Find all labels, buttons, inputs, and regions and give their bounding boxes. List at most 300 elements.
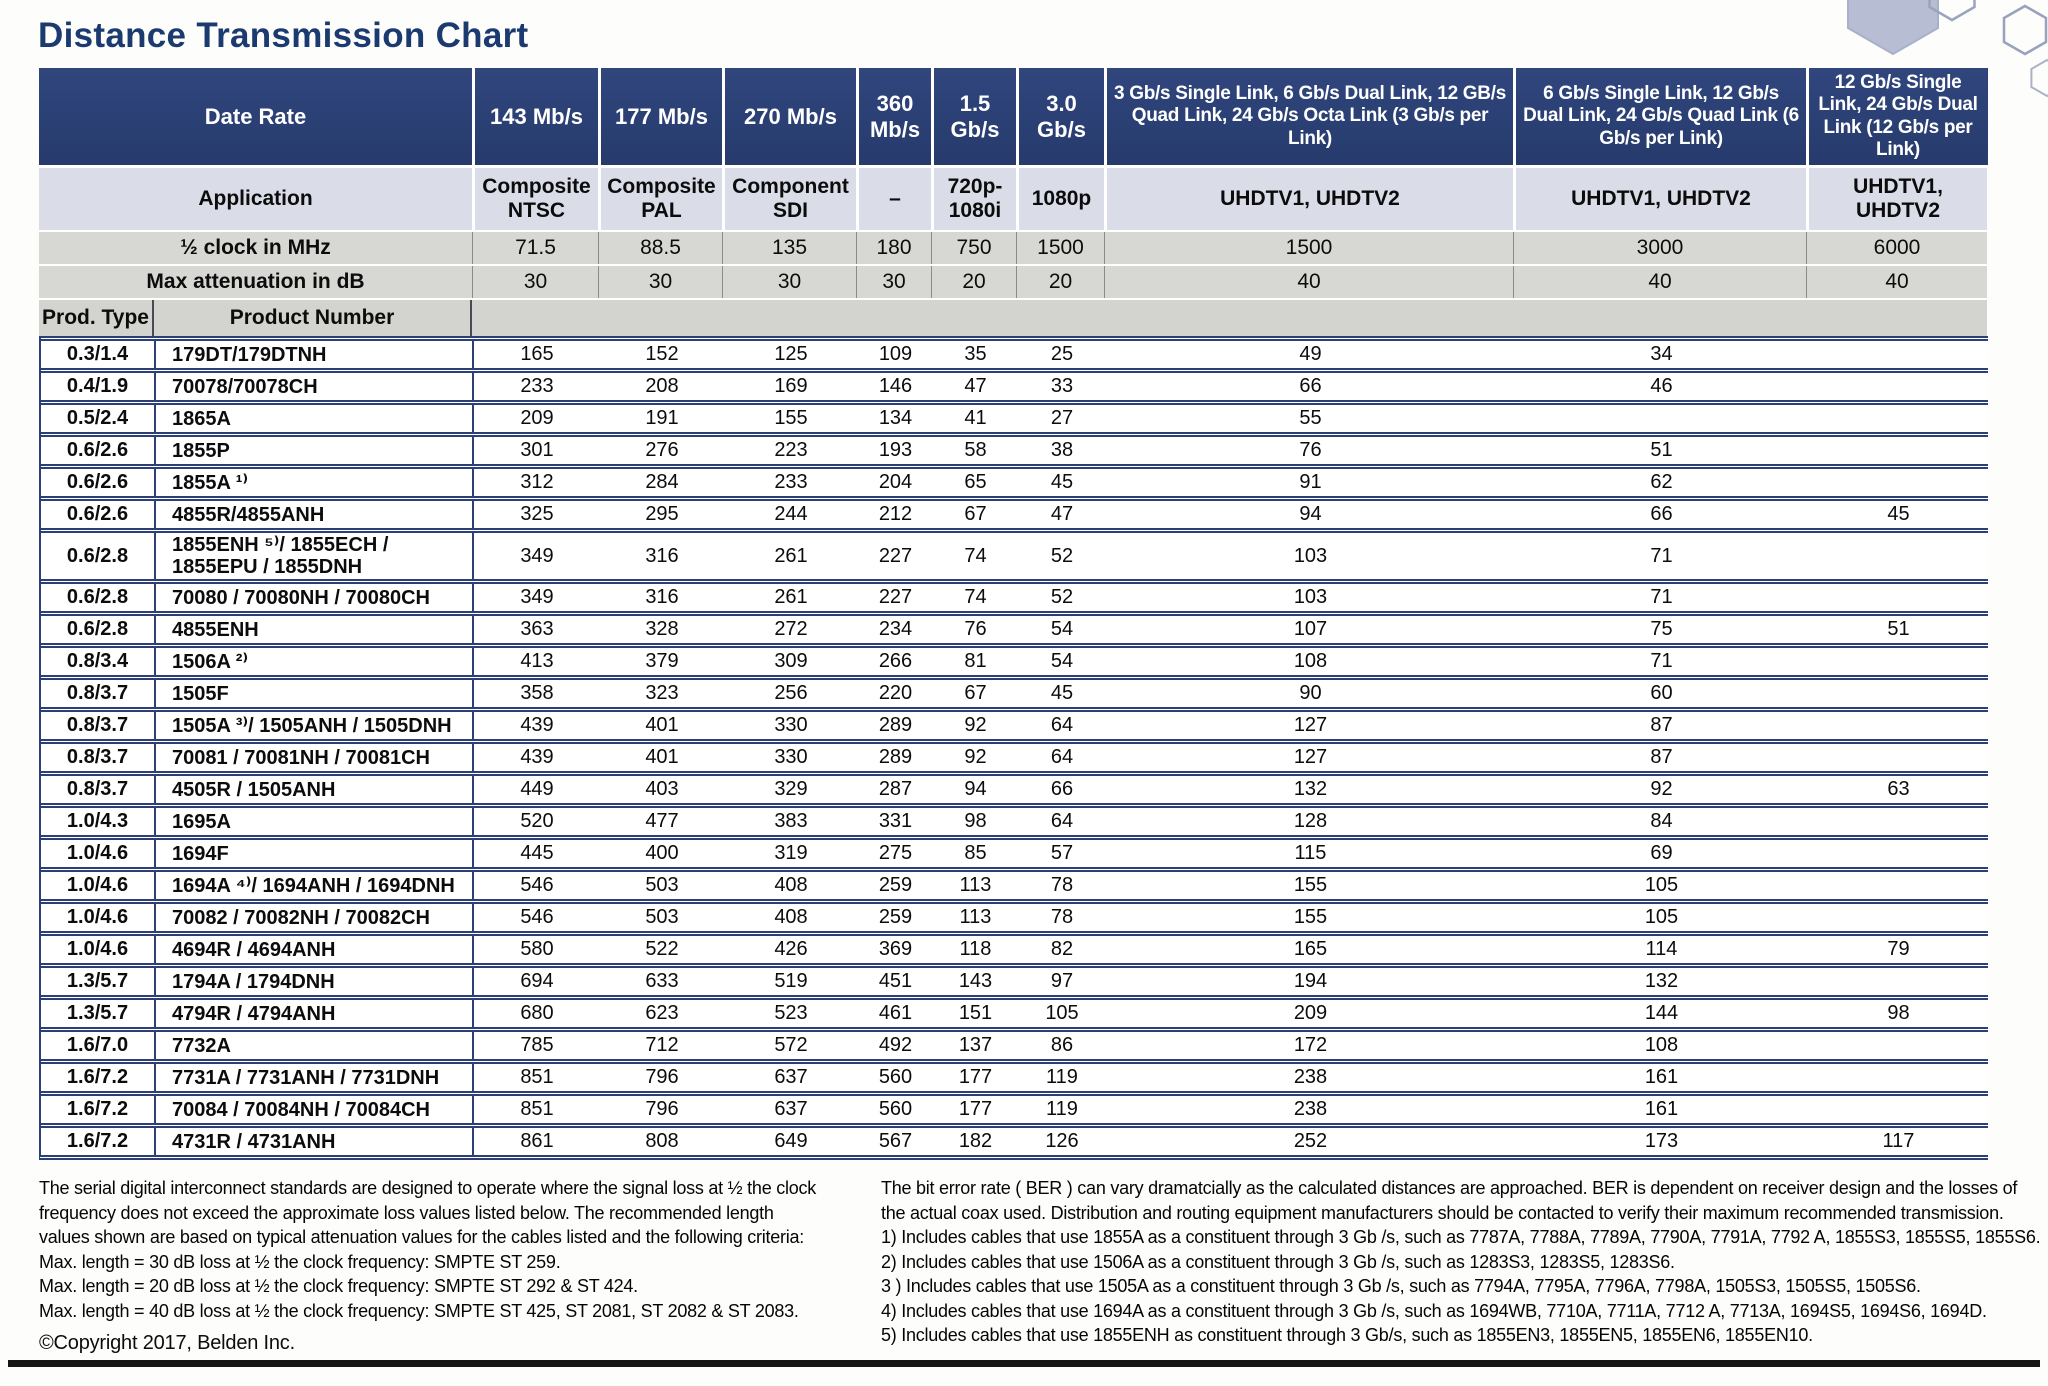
- distance-cell: 155: [774, 407, 808, 429]
- distance-cell: 193: [878, 439, 913, 461]
- half-clock-cell: 180: [856, 232, 931, 264]
- distance-cell: 155: [1293, 906, 1328, 928]
- date-rate-label: Date Rate: [39, 68, 472, 165]
- distance-cell: 312: [520, 471, 554, 493]
- header-row-half-clock: [39, 232, 1988, 266]
- table-row: [41, 1059, 1988, 1091]
- distance-cell: 212: [878, 503, 913, 525]
- distance-cell: 284: [645, 471, 679, 493]
- distance-cell: 126: [1045, 1130, 1079, 1152]
- table-row: [41, 739, 1988, 771]
- distance-cell: 78: [1050, 874, 1074, 896]
- distance-cell: 25: [1050, 343, 1074, 365]
- max-attenuation-cell: 30: [856, 266, 931, 298]
- prod-type-cell: 0.8/3.7: [41, 712, 156, 739]
- rate-header-cell: 12 Gb/s Single Link, 24 Gb/s Dual Link (12 Gb/s per Link): [1806, 68, 1987, 165]
- table-row: [41, 432, 1988, 464]
- rate-header-cell: 6 Gb/s Single Link, 12 Gb/s Dual Link, 24 Gb/s Quad Link (6 Gb/s per Link): [1513, 68, 1806, 165]
- distance-cell: 105: [1644, 874, 1679, 896]
- distance-cell: 191: [645, 407, 679, 429]
- product-number-cell: 1505A ³⁾/ 1505ANH / 1505DNH: [156, 712, 474, 739]
- distance-cell: 461: [878, 1002, 913, 1024]
- distance-cell: 330: [774, 746, 808, 768]
- distance-cell: 33: [1050, 375, 1074, 397]
- distance-cell: 60: [1650, 682, 1673, 704]
- distance-cell: 567: [878, 1130, 913, 1152]
- table-row: [41, 867, 1988, 899]
- distance-cell: 71: [1650, 650, 1673, 672]
- application-cell: UHDTV1, UHDTV2: [1806, 168, 1987, 230]
- distance-cell: 82: [1050, 938, 1074, 960]
- distance-cell: 94: [964, 778, 987, 800]
- distance-cell: 66: [1650, 503, 1673, 525]
- table-row: [41, 611, 1988, 643]
- table-row: [41, 963, 1988, 995]
- half-clock-cell: 750: [931, 232, 1016, 264]
- table-row: [41, 528, 1988, 579]
- application-cell: UHDTV1, UHDTV2: [1513, 168, 1806, 230]
- distance-cell: 426: [774, 938, 808, 960]
- distance-cell: 58: [964, 439, 987, 461]
- distance-cell: [1808, 469, 1989, 496]
- distance-cell: 132: [1644, 970, 1679, 992]
- distance-cell: 76: [1299, 439, 1322, 461]
- product-number-cell: 7732A: [156, 1032, 474, 1059]
- prod-type-cell: 1.0/4.6: [41, 840, 156, 867]
- distance-cell: 134: [878, 407, 913, 429]
- distance-cell: 259: [878, 906, 913, 928]
- distance-cell: 67: [964, 682, 987, 704]
- distance-cell: [1808, 904, 1989, 931]
- prod-type-cell: 0.6/2.6: [41, 469, 156, 496]
- distance-cell: 349: [520, 544, 554, 567]
- product-number-cell: 1695A: [156, 808, 474, 835]
- distance-cell: 194: [1293, 970, 1328, 992]
- table-row: [41, 1123, 1988, 1155]
- distance-cell: 238: [1293, 1098, 1328, 1120]
- table-row: [41, 707, 1988, 739]
- distance-cell: 87: [1650, 714, 1673, 736]
- distance-transmission-table: [39, 68, 1988, 1160]
- product-number-cell: 1694F: [156, 840, 474, 867]
- header-row-product: [39, 300, 1988, 336]
- distance-cell: 75: [1650, 618, 1673, 640]
- rate-header-cell: 177 Mb/s: [598, 68, 722, 165]
- distance-cell: 128: [1293, 810, 1328, 832]
- distance-cell: [1808, 872, 1989, 899]
- distance-cell: 649: [774, 1130, 808, 1152]
- distance-cell: 275: [878, 842, 913, 864]
- table-row: [41, 899, 1988, 931]
- distance-cell: 851: [520, 1098, 554, 1120]
- footnote-line: Max. length = 30 dB loss at ½ the clock frequency: SMPTE ST 259.: [39, 1251, 561, 1272]
- distance-cell: 325: [520, 503, 554, 525]
- distance-cell: [1808, 712, 1989, 739]
- distance-cell: 439: [520, 714, 554, 736]
- distance-cell: 66: [1299, 375, 1322, 397]
- distance-cell: 85: [964, 842, 987, 864]
- distance-cell: 256: [774, 682, 808, 704]
- table-row: [41, 336, 1988, 368]
- distance-cell: 103: [1293, 544, 1328, 567]
- distance-cell: 808: [645, 1130, 679, 1152]
- table-body: [39, 336, 1988, 1160]
- table-row: [41, 771, 1988, 803]
- distance-cell: [1808, 341, 1989, 368]
- prod-type-cell: 0.5/2.4: [41, 405, 156, 432]
- product-number-cell: 1855A ¹⁾: [156, 469, 474, 496]
- distance-cell: 118: [959, 938, 992, 960]
- distance-cell: 289: [878, 714, 913, 736]
- distance-cell: [1808, 1032, 1989, 1059]
- distance-cell: 86: [1050, 1034, 1074, 1056]
- distance-cell: 97: [1050, 970, 1074, 992]
- distance-cell: 572: [774, 1034, 808, 1056]
- half-clock-cell: 88.5: [598, 232, 722, 264]
- distance-cell: 74: [964, 544, 987, 567]
- application-cell: Composite PAL: [598, 168, 722, 230]
- distance-cell: 65: [964, 471, 987, 493]
- distance-cell: 363: [520, 618, 554, 640]
- footnote-line: The serial digital interconnect standards are designed to operate where the signal loss at ½ the clock: [39, 1178, 816, 1198]
- footnote-line: 1) Includes cables that use 1855A as a constituent through 3 Gb /s, such as 7787A, 7788A, 7789A, 7790A, 7791A, 7792 A, 1855S3, 1855S5, 1855S6.: [881, 1227, 2041, 1247]
- distance-cell: 261: [774, 544, 808, 567]
- product-number-cell: 4505R / 1505ANH: [156, 776, 474, 803]
- distance-cell: 401: [645, 714, 679, 736]
- product-number-header: Product Number: [154, 300, 472, 336]
- footnote-line: Max. length = 40 dB loss at ½ the clock frequency: SMPTE ST 425, ST 2081, ST 2082 & ST 2083.: [39, 1300, 799, 1321]
- distance-cell: 84: [1650, 810, 1673, 832]
- distance-cell: 309: [774, 650, 808, 672]
- product-number-cell: 4731R / 4731ANH: [156, 1128, 474, 1155]
- application-label: Application: [39, 168, 472, 230]
- distance-cell: 276: [645, 439, 679, 461]
- distance-cell: 51: [1650, 439, 1673, 461]
- max-attenuation-cell: 30: [472, 266, 598, 298]
- distance-cell: [1808, 840, 1989, 867]
- footnote-line: 5) Includes cables that use 1855ENH as constituent through 3 Gb/s, such as 1855EN3, 1855EN5, 1855EN6, 1855EN10.: [881, 1325, 1813, 1345]
- distance-cell: 295: [645, 503, 679, 525]
- max-attenuation-cell: 20: [1016, 266, 1104, 298]
- prod-type-cell: 0.4/1.9: [41, 373, 156, 400]
- distance-cell: 155: [1293, 874, 1328, 896]
- distance-cell: 105: [1045, 1002, 1079, 1024]
- distance-cell: 108: [1293, 650, 1328, 672]
- distance-cell: 522: [645, 938, 679, 960]
- distance-cell: 580: [520, 938, 554, 960]
- table-row: [41, 464, 1988, 496]
- distance-cell: 287: [878, 778, 913, 800]
- footnote-line: 2) Includes cables that use 1506A as a constituent through 3 Gb /s, such as 1283S3, 1283S5, 1283S6.: [881, 1251, 1675, 1272]
- distance-cell: 796: [645, 1098, 679, 1120]
- distance-cell: 182: [958, 1130, 993, 1152]
- distance-cell: 403: [645, 778, 679, 800]
- distance-cell: 64: [1050, 714, 1074, 736]
- prod-type-cell: 0.6/2.8: [41, 533, 156, 579]
- distance-cell: 27: [1050, 407, 1074, 429]
- prod-type-cell: 1.0/4.6: [41, 872, 156, 899]
- distance-cell: 379: [645, 650, 679, 672]
- distance-cell: 64: [1050, 746, 1074, 768]
- distance-cell: 238: [1293, 1066, 1328, 1088]
- distance-cell: 45: [1050, 471, 1074, 493]
- distance-cell: 161: [1644, 1098, 1679, 1120]
- rate-header-cell: 143 Mb/s: [472, 68, 598, 165]
- distance-cell: 119: [1046, 1066, 1078, 1088]
- product-number-cell: 4855ENH: [156, 616, 474, 643]
- distance-cell: 323: [645, 682, 679, 704]
- distance-cell: [1808, 648, 1989, 675]
- distance-cell: 227: [878, 586, 913, 608]
- distance-cell: 45: [1887, 503, 1910, 525]
- distance-cell: 35: [964, 343, 987, 365]
- distance-cell: 503: [645, 906, 679, 928]
- distance-cell: 861: [520, 1130, 554, 1152]
- distance-cell: [1808, 808, 1989, 835]
- prod-type-cell: 1.6/7.2: [41, 1064, 156, 1091]
- half-clock-cell: 6000: [1806, 232, 1987, 264]
- prod-type-cell: 0.8/3.7: [41, 776, 156, 803]
- distance-cell: 272: [774, 618, 808, 640]
- prod-type-cell: 1.3/5.7: [41, 1000, 156, 1027]
- distance-cell: 623: [645, 1002, 679, 1024]
- distance-cell: 115: [1294, 842, 1327, 864]
- distance-cell: 408: [774, 874, 808, 896]
- header-filler: [472, 300, 1987, 336]
- max-attenuation-label: Max attenuation in dB: [39, 266, 472, 298]
- distance-cell: 49: [1299, 343, 1322, 365]
- distance-cell: 151: [958, 1002, 993, 1024]
- distance-cell: 177: [958, 1066, 993, 1088]
- header-row-application: [39, 168, 1988, 232]
- prod-type-cell: 1.6/7.2: [41, 1096, 156, 1123]
- distance-cell: 316: [645, 586, 679, 608]
- table-row: [41, 995, 1988, 1027]
- distance-cell: 55: [1299, 407, 1322, 429]
- distance-cell: 477: [645, 810, 679, 832]
- distance-cell: 47: [964, 375, 987, 397]
- table-row: [41, 368, 1988, 400]
- distance-cell: 560: [878, 1098, 913, 1120]
- distance-cell: 46: [1650, 375, 1673, 397]
- footnote-line: the actual coax used. Distribution and routing equipment manufacturers should be contacted to verify their maximum recommended transmission.: [881, 1202, 2004, 1223]
- footnote-line: The bit error rate ( BER ) can vary dramatcially as the calculated distances are approached. BER is dependent on receiver design and the losses of: [881, 1178, 2018, 1198]
- product-number-cell: 4694R / 4694ANH: [156, 936, 474, 963]
- application-cell: UHDTV1, UHDTV2: [1104, 168, 1513, 230]
- distance-cell: 74: [964, 586, 987, 608]
- table-row: [41, 400, 1988, 432]
- distance-cell: 220: [878, 682, 913, 704]
- prod-type-cell: 0.6/2.6: [41, 437, 156, 464]
- distance-cell: 519: [774, 970, 808, 992]
- distance-cell: 546: [520, 906, 554, 928]
- distance-cell: 169: [774, 375, 808, 397]
- distance-cell: [1808, 1064, 1989, 1091]
- distance-cell: 851: [520, 1066, 554, 1088]
- distance-cell: 107: [1293, 618, 1328, 640]
- table-row: [41, 931, 1988, 963]
- distance-cell: 92: [1650, 778, 1673, 800]
- distance-cell: 144: [1644, 1002, 1679, 1024]
- footnote-line: values shown are based on typical attenuation values for the cables listed and the following criteria:: [39, 1227, 804, 1247]
- half-clock-cell: 3000: [1513, 232, 1806, 264]
- distance-cell: 173: [1644, 1130, 1679, 1152]
- table-row: [41, 1027, 1988, 1059]
- prod-type-cell: 1.0/4.6: [41, 904, 156, 931]
- distance-cell: 209: [520, 407, 554, 429]
- distance-cell: 227: [878, 544, 913, 567]
- prod-type-cell: 1.0/4.3: [41, 808, 156, 835]
- footnote-left: [39, 1176, 874, 1323]
- distance-cell: 127: [1293, 746, 1328, 768]
- max-attenuation-cell: 40: [1513, 266, 1806, 298]
- distance-cell: 451: [878, 970, 913, 992]
- distance-cell: 52: [1050, 544, 1074, 567]
- application-cell: Composite NTSC: [472, 168, 598, 230]
- distance-cell: 64: [1050, 810, 1074, 832]
- distance-cell: 301: [520, 439, 554, 461]
- distance-cell: 259: [878, 874, 913, 896]
- table-row: [41, 803, 1988, 835]
- footnote-right: [881, 1176, 2041, 1348]
- rate-header-cell: 270 Mb/s: [722, 68, 856, 165]
- distance-cell: 233: [520, 375, 554, 397]
- prod-type-cell: 0.8/3.7: [41, 744, 156, 771]
- table-row: [41, 496, 1988, 528]
- prod-type-cell: 0.6/2.8: [41, 616, 156, 643]
- distance-cell: 328: [645, 618, 679, 640]
- table-row: [41, 835, 1988, 867]
- distance-cell: 69: [1650, 842, 1673, 864]
- distance-cell: 520: [520, 810, 554, 832]
- distance-cell: 637: [774, 1098, 808, 1120]
- distance-cell: 712: [645, 1034, 679, 1056]
- hexagon-outline-icon: [2031, 60, 2048, 96]
- distance-cell: 316: [645, 544, 679, 567]
- distance-cell: 165: [1293, 938, 1328, 960]
- distance-cell: 71: [1650, 586, 1673, 608]
- distance-cell: 546: [520, 874, 554, 896]
- distance-cell: 523: [774, 1002, 808, 1024]
- max-attenuation-cell: 20: [931, 266, 1016, 298]
- distance-cell: 109: [878, 343, 913, 365]
- distance-cell: 204: [878, 471, 913, 493]
- distance-cell: 449: [520, 778, 554, 800]
- prod-type-cell: 0.6/2.6: [41, 501, 156, 528]
- product-number-cell: 1855P: [156, 437, 474, 464]
- distance-cell: 165: [520, 343, 554, 365]
- distance-cell: 98: [964, 810, 987, 832]
- header-row-date-rate: [39, 68, 1988, 168]
- product-number-cell: 4794R / 4794ANH: [156, 1000, 474, 1027]
- distance-cell: 233: [774, 471, 808, 493]
- product-number-cell: 1505F: [156, 680, 474, 707]
- distance-cell: 71: [1650, 544, 1673, 567]
- distance-cell: 796: [645, 1066, 679, 1088]
- table-row: [41, 675, 1988, 707]
- prod-type-cell: 1.6/7.2: [41, 1128, 156, 1155]
- distance-cell: 52: [1050, 586, 1074, 608]
- distance-cell: 439: [520, 746, 554, 768]
- distance-cell: [1808, 1096, 1989, 1123]
- distance-cell: [1808, 968, 1989, 995]
- max-attenuation-cell: 40: [1806, 266, 1987, 298]
- distance-cell: 117: [1882, 1130, 1915, 1152]
- distance-cell: 261: [774, 586, 808, 608]
- application-cell: 1080p: [1016, 168, 1104, 230]
- rate-header-cell: 1.5 Gb/s: [931, 68, 1016, 165]
- distance-cell: 63: [1887, 778, 1910, 800]
- distance-cell: 172: [1293, 1034, 1328, 1056]
- distance-cell: 66: [1050, 778, 1074, 800]
- distance-cell: [1808, 405, 1989, 432]
- distance-cell: 67: [964, 503, 987, 525]
- product-number-cell: 1694A ⁴⁾/ 1694ANH / 1694DNH: [156, 872, 474, 899]
- product-number-cell: 4855R/4855ANH: [156, 501, 474, 528]
- product-number-cell: 179DT/179DTNH: [156, 341, 474, 368]
- max-attenuation-cell: 30: [722, 266, 856, 298]
- distance-cell: 146: [878, 375, 913, 397]
- distance-cell: 208: [645, 375, 679, 397]
- prod-type-header: Prod. Type: [39, 300, 154, 336]
- distance-cell: 413: [520, 650, 554, 672]
- distance-cell: 637: [774, 1066, 808, 1088]
- distance-cell: 81: [964, 650, 987, 672]
- distance-cell: 94: [1299, 503, 1322, 525]
- distance-cell: 62: [1650, 471, 1673, 493]
- distance-cell: 76: [964, 618, 987, 640]
- half-clock-cell: 1500: [1016, 232, 1104, 264]
- distance-cell: 785: [520, 1034, 554, 1056]
- distance-cell: 45: [1050, 682, 1074, 704]
- rate-header-cell: 3.0 Gb/s: [1016, 68, 1104, 165]
- distance-cell: 127: [1293, 714, 1328, 736]
- distance-cell: 113: [959, 906, 992, 928]
- half-clock-cell: 135: [722, 232, 856, 264]
- distance-cell: 152: [645, 343, 679, 365]
- half-clock-label: ½ clock in MHz: [39, 232, 472, 264]
- distance-cell: [1515, 405, 1808, 432]
- application-cell: 720p- 1080i: [931, 168, 1016, 230]
- distance-cell: 125: [774, 343, 808, 365]
- distance-cell: 103: [1293, 586, 1328, 608]
- prod-type-cell: 1.0/4.6: [41, 936, 156, 963]
- rate-header-cell: 360 Mb/s: [856, 68, 931, 165]
- product-number-cell: 70084 / 70084NH / 70084CH: [156, 1096, 474, 1123]
- distance-cell: 209: [1293, 1002, 1328, 1024]
- prod-type-cell: 0.3/1.4: [41, 341, 156, 368]
- distance-cell: 244: [774, 503, 808, 525]
- table-row: [41, 1091, 1988, 1123]
- header-row-max-attenuation: [39, 266, 1988, 300]
- distance-cell: 108: [1644, 1034, 1679, 1056]
- distance-cell: 329: [774, 778, 808, 800]
- prod-type-cell: 0.8/3.7: [41, 680, 156, 707]
- distance-cell: 87: [1650, 746, 1673, 768]
- product-number-cell: 1855ENH ⁵⁾/ 1855ECH / 1855EPU / 1855DNH: [156, 533, 474, 579]
- distance-cell: [1808, 584, 1989, 611]
- distance-cell: 633: [645, 970, 679, 992]
- distance-cell: 560: [878, 1066, 913, 1088]
- table-row: [41, 643, 1988, 675]
- distance-cell: [1808, 680, 1989, 707]
- bottom-divider: [8, 1360, 2040, 1367]
- hexagon-outline-icon: [2004, 6, 2046, 54]
- half-clock-cell: 71.5: [472, 232, 598, 264]
- distance-cell: 92: [964, 714, 987, 736]
- distance-cell: 408: [774, 906, 808, 928]
- distance-cell: 492: [878, 1034, 913, 1056]
